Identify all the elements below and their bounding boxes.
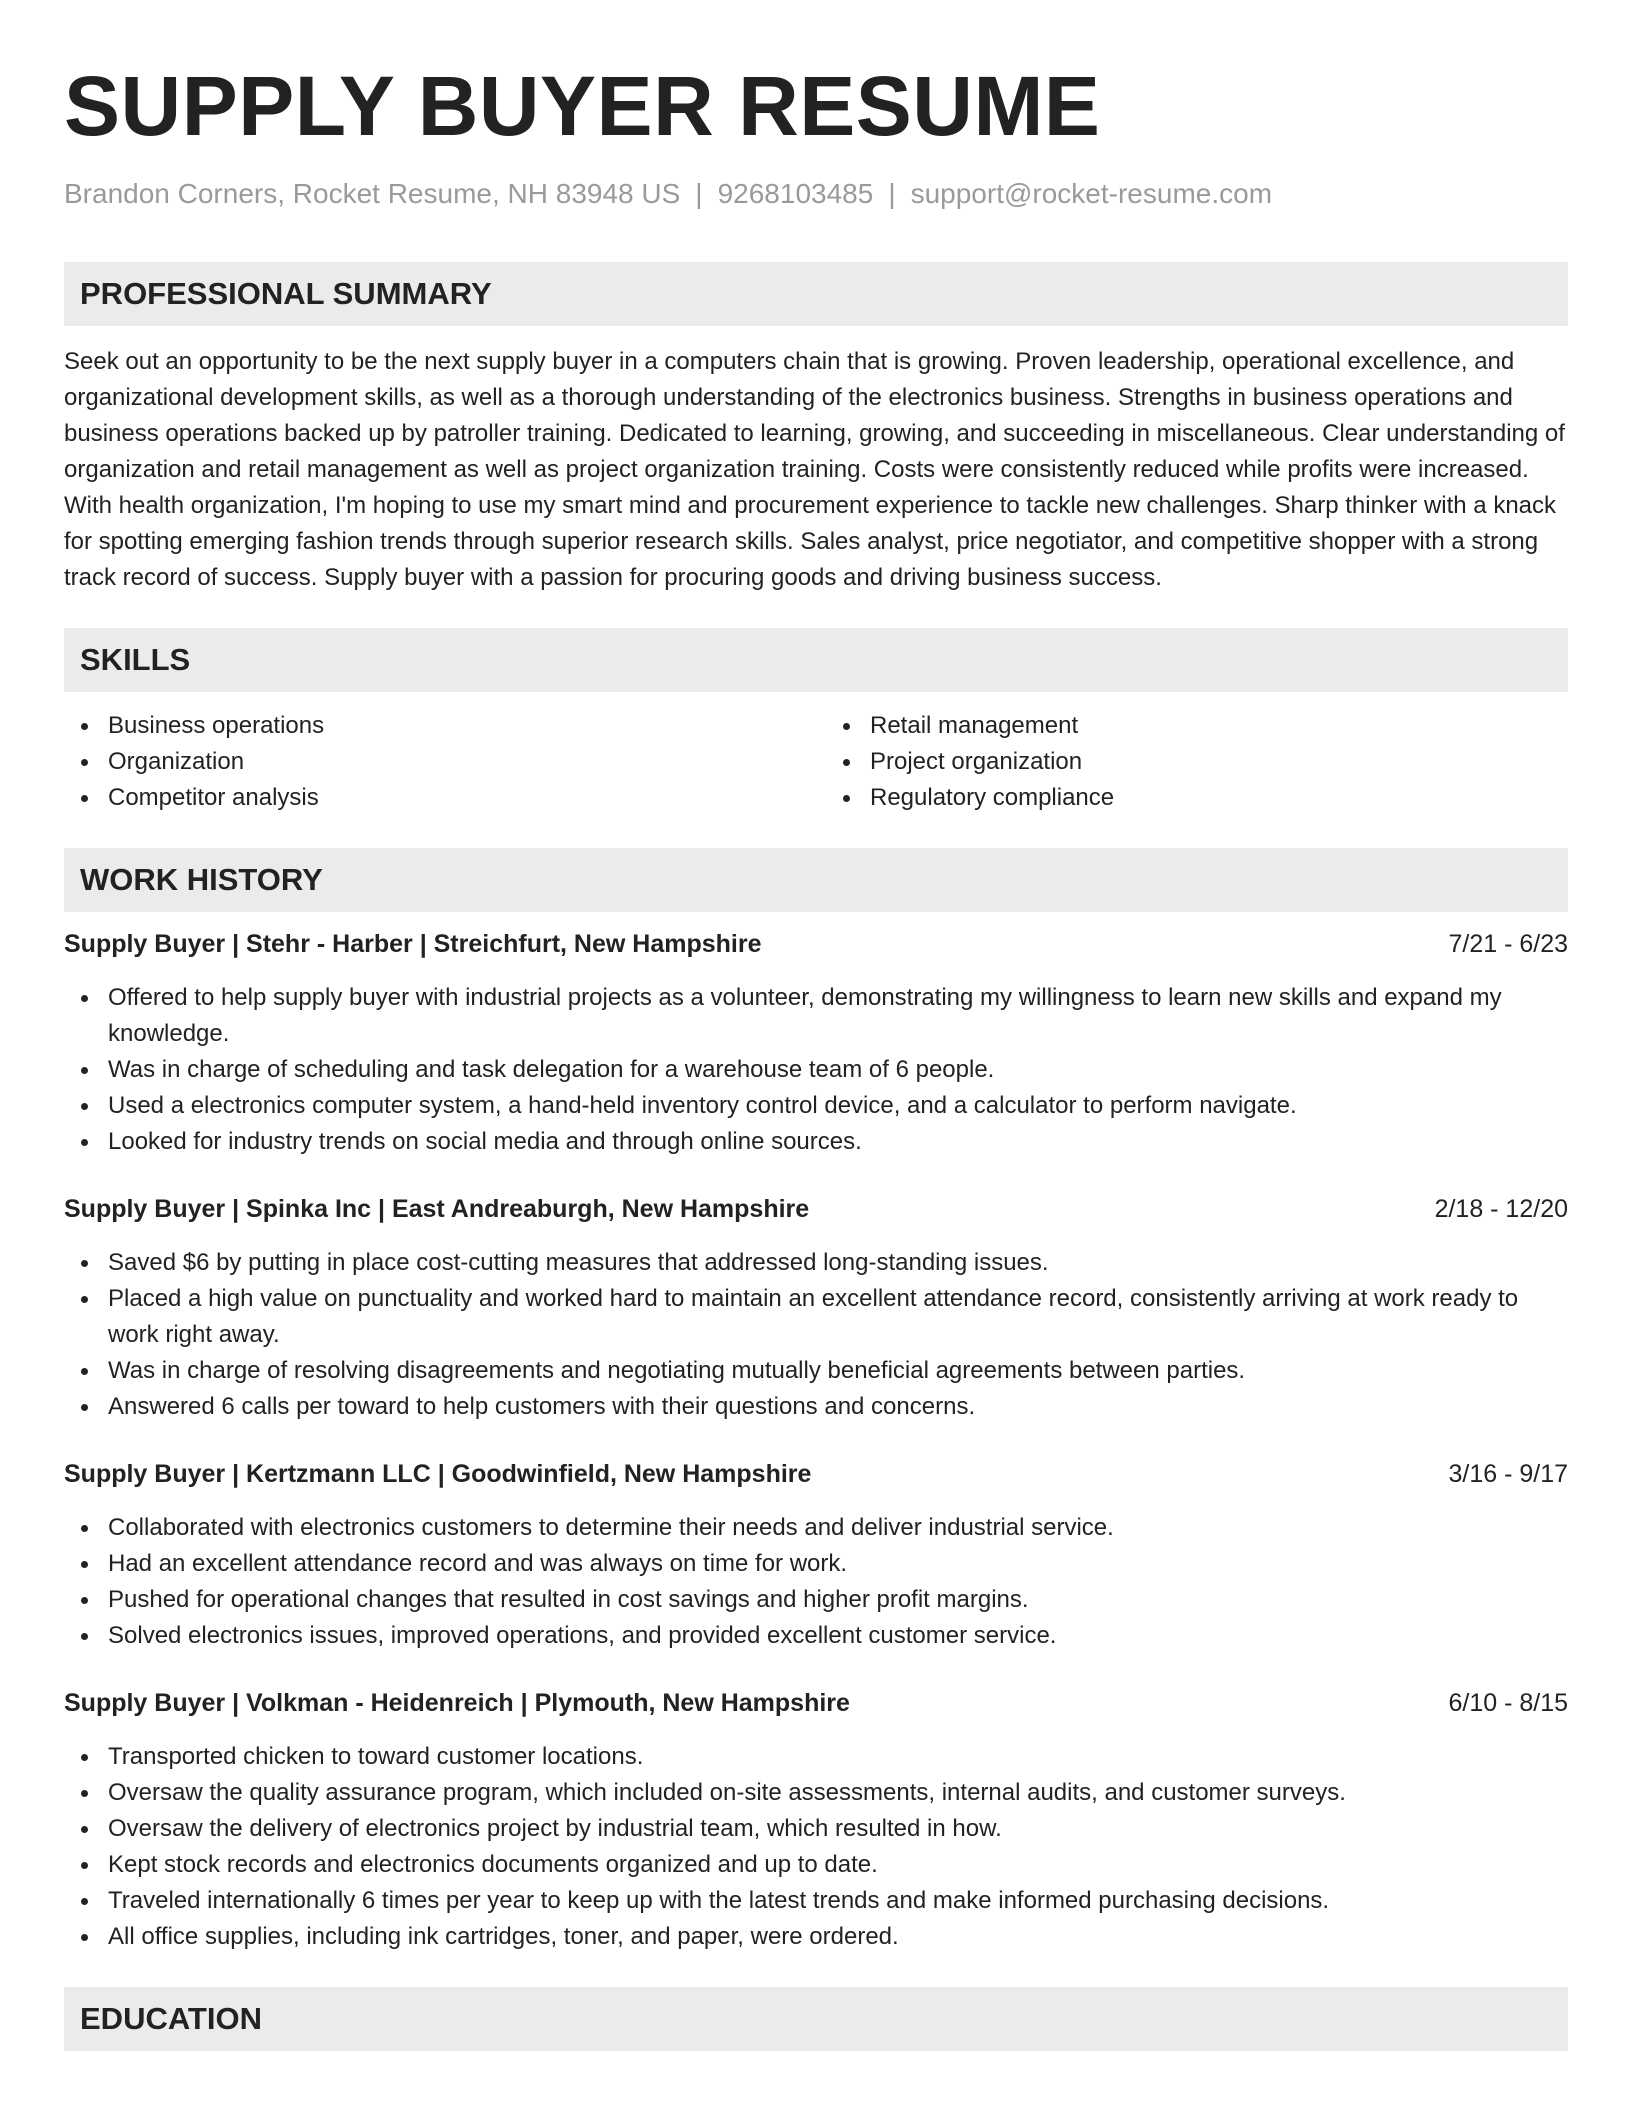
job-bullet: Used a electronics computer system, a hand-held inventory control device, and a calculator to perform navigate.: [64, 1088, 1568, 1124]
contact-separator: |: [695, 178, 703, 209]
job-header: [64, 1685, 1568, 1721]
job-date: 7/21 - 6/23: [1448, 930, 1568, 958]
skills-list: [64, 708, 1568, 816]
job-bullet: Placed a high value on punctuality and worked hard to maintain an excellent attendance record, consistently arriving at work ready to work right away.: [64, 1281, 1568, 1353]
job-bullet: Oversaw the quality assurance program, which included on-site assessments, internal audits, and customer surveys.: [64, 1775, 1568, 1811]
job-bullet: Saved $6 by putting in place cost-cutting measures that addressed long-standing issues.: [64, 1245, 1568, 1281]
summary-text: Seek out an opportunity to be the next supply buyer in a computers chain that is growing. Proven leadership, operational excellence, and organizational development skills, as well as a thorough understanding of the electronics business. Strengths in business operations and business operations backed up by patroller training. Dedicated to learning, growing, and succeeding in miscellaneous. Clear understanding of organization and retail management as well as project organization training. Costs were consistently reduced while profits were increased. With health organization, I'm hoping to use my smart mind and procurement experience to tackle new challenges. Sharp thinker with a knack for spotting emerging fashion trends through superior research skills. Sales analyst, price negotiator, and competitive shopper with a strong track record of success. Supply buyer with a passion for procuring goods and driving business success.: [64, 348, 1565, 591]
job-title: Supply Buyer | Volkman - Heidenreich | Plymouth, New Hampshire: [64, 1689, 850, 1717]
job-entry: [64, 926, 1568, 1160]
contact-phone: 9268103485: [717, 178, 874, 209]
job-entry: [64, 1191, 1568, 1425]
job-bullet: Was in charge of resolving disagreements and negotiating mutually beneficial agreements between parties.: [64, 1353, 1568, 1389]
job-title: Supply Buyer | Spinka Inc | East Andreaburgh, New Hampshire: [64, 1195, 810, 1223]
job-bullets: [64, 980, 1568, 1160]
job-bullets: [64, 1245, 1568, 1425]
skill-item: Retail management: [826, 708, 1568, 744]
contact-line: [64, 176, 1568, 212]
job-bullet: Transported chicken to toward customer locations.: [64, 1739, 1568, 1775]
job-header: [64, 926, 1568, 962]
skill-item: Regulatory compliance: [826, 780, 1568, 816]
job-bullet: All office supplies, including ink cartridges, toner, and paper, were ordered.: [64, 1919, 1568, 1955]
job-bullets: [64, 1510, 1568, 1654]
job-bullet: Had an excellent attendance record and was always on time for work.: [64, 1546, 1568, 1582]
job-bullet: Oversaw the delivery of electronics project by industrial team, which resulted in how.: [64, 1811, 1568, 1847]
job-title: Supply Buyer | Kertzmann LLC | Goodwinfield, New Hampshire: [64, 1460, 812, 1488]
work-history-heading: WORK HISTORY: [64, 848, 1568, 912]
job-bullet: Solved electronics issues, improved operations, and provided excellent customer service.: [64, 1618, 1568, 1654]
job-bullet: Looked for industry trends on social media and through online sources.: [64, 1124, 1568, 1160]
job-header: [64, 1456, 1568, 1492]
job-header: [64, 1191, 1568, 1227]
summary-heading: PROFESSIONAL SUMMARY: [64, 262, 1568, 326]
skill-item: Project organization: [826, 744, 1568, 780]
job-bullet: Kept stock records and electronics documents organized and up to date.: [64, 1847, 1568, 1883]
skill-item: Organization: [64, 744, 806, 780]
job-bullets: [64, 1739, 1568, 1955]
job-bullet: Pushed for operational changes that resulted in cost savings and higher profit margins.: [64, 1582, 1568, 1618]
job-date: 6/10 - 8/15: [1448, 1689, 1568, 1717]
job-title: Supply Buyer | Stehr - Harber | Streichfurt, New Hampshire: [64, 930, 762, 958]
job-date: 2/18 - 12/20: [1434, 1195, 1568, 1223]
skills-column-right: [826, 708, 1568, 816]
job-entry: [64, 1685, 1568, 1955]
job-bullet: Collaborated with electronics customers to determine their needs and deliver industrial service.: [64, 1510, 1568, 1546]
contact-separator: |: [888, 178, 896, 209]
skill-item: Competitor analysis: [64, 780, 806, 816]
job-entry: [64, 1456, 1568, 1654]
contact-email: support@rocket-resume.com: [910, 178, 1273, 209]
job-bullet: Traveled internationally 6 times per year to keep up with the latest trends and make informed purchasing decisions.: [64, 1883, 1568, 1919]
job-bullet: Offered to help supply buyer with industrial projects as a volunteer, demonstrating my willingness to learn new skills and expand my knowledge.: [64, 980, 1568, 1052]
job-bullet: Was in charge of scheduling and task delegation for a warehouse team of 6 people.: [64, 1052, 1568, 1088]
resume-title: SUPPLY BUYER RESUME: [64, 59, 1101, 153]
education-heading: EDUCATION: [64, 1987, 1568, 2051]
skill-item: Business operations: [64, 708, 806, 744]
job-date: 3/16 - 9/17: [1448, 1460, 1568, 1488]
skills-column-left: [64, 708, 806, 816]
job-bullet: Answered 6 calls per toward to help customers with their questions and concerns.: [64, 1389, 1568, 1425]
skills-heading: SKILLS: [64, 628, 1568, 692]
contact-address: Brandon Corners, Rocket Resume, NH 83948 US: [64, 178, 681, 209]
